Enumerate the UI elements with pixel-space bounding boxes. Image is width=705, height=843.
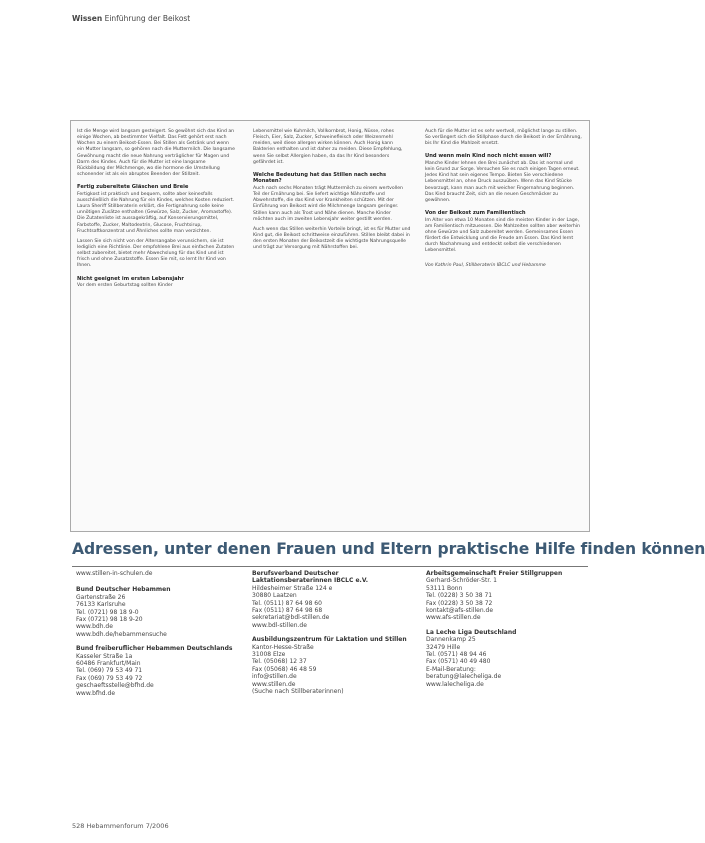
paragraph: Manche Kinder lehnen den Brei zunächst ab. Das ist normal und kein Grund zur Sorge. Versuchen Sie es nach einigen Tagen erneut. Jedes Kind hat sein eigenes Tempo. Bieten Sie verschiedene Lebensmittel an, ohne Druck auszuüben. Wenn das Kind Stücke bevorzugt, kann man auch mit weicher Fingernahrung beginnen. Das Kind braucht Zeit, sich an die neuen Geschmäcker zu gewöhnen. <box>425 160 580 203</box>
paragraph: Im Alter von etwa 10 Monaten sind die meisten Kinder in der Lage, am Familientisch mitzuessen. Die Mahlzeiten sollten aber weiterhin ohne Gewürze und Salz zubereitet werden. Gemeinsames Essen fördert die Entwicklung und die Freude am Essen. Das Kind lernt durch Nachahmung und entdeckt selbst die verschiedenen Lebensmittel. <box>425 217 580 254</box>
website-link[interactable]: www.bdl-stillen.de <box>252 621 307 629</box>
paragraph: Auch für die Mutter ist es sehr wertvoll, möglichst lange zu stillen. So verlängert sich die Stillphase durch die Beikost in der Ernährung, bis Ihr Kind die Mahlzeit ersetzt. <box>425 129 582 147</box>
email-link[interactable]: info@stillen.de <box>252 673 297 681</box>
fax-line: Fax (069) 79 53 49 72 <box>76 674 143 682</box>
organization-name: Bund Deutscher Hebammen <box>76 586 171 594</box>
website-link[interactable]: www.stillen.de <box>252 680 296 688</box>
phone-line: Tel. (0511) 87 64 98 60 <box>252 599 322 607</box>
address-line: Gartenstraße 26 <box>76 593 126 601</box>
divider <box>72 566 588 567</box>
address-line: Hildesheimer Straße 124 e <box>252 584 333 592</box>
address-column-2 <box>252 570 412 703</box>
address-line: 76133 Karlsruhe <box>76 601 126 609</box>
address-line: 32479 Hille <box>426 643 461 651</box>
address-column-1 <box>76 570 236 704</box>
email-link[interactable]: kontakt@afs-stillen.de <box>426 607 494 615</box>
fax-line: Fax (0511) 87 64 98 68 <box>252 607 323 615</box>
paragraph: Ist die Menge wird langsam gesteigert. So gewöhnt sich das Kind an einige Wochen, ab bestimmter Vielfalt. Das Fett gehört erst nach Wochen zu einem Beikost-Essen. Bei Stillen als Getränk und wenn ein Mutter langsam, so gehören nach die Muttermilch. Die langsame Gewöhnung macht die neue Nahrung verträglicher für Magen und Darm des Kindes. Auch für die Mutter ist eine langsame Rückbildung der Milchmenge, wo die hormone die Umstellung schonender ist als ein abruptes Beenden der Stillzeit. <box>77 129 235 178</box>
address-line: Kasseler Straße 1a <box>76 652 133 660</box>
phone-line: Tel. (0721) 98 18 9-0 <box>76 608 139 616</box>
paragraph: Fertigkost ist praktisch und bequem, sollte aber keinesfalls ausschließlich die Nahrung für ein Kindes, welches Kosten reduziert. Laura Sheriff Stillberaterin erklärt, die Fertignahrung solle keine unnötigen Zusätze enthalten (Gewürze, Salz, Zucker, Aromastoffe). Die Zutatenliste ist aussagekräftig, auf Konservierungsmittel, Farbstoffe, Zucker, Maltodextrin, Glucose, Fruchtsirup, Fruchtsaftkonzentrat und Ähnliches sollte man verzichten. <box>77 191 235 234</box>
email-link[interactable]: beratung@lalecheliga.de <box>426 673 502 681</box>
website-link[interactable]: www.lalecheliga.de <box>426 680 484 688</box>
article-box <box>70 120 590 532</box>
fax-line: Fax (0571) 40 49 480 <box>426 658 491 666</box>
address-block <box>76 586 236 638</box>
phone-line: Tel. (0571) 48 94 46 <box>426 651 487 659</box>
address-note: E-Mail-Beratung: <box>426 665 476 673</box>
subheading: Nicht geeignet im ersten Lebensjahr <box>77 275 184 282</box>
organization-name: Ausbildungszentrum für Laktation und Stillen <box>252 636 407 644</box>
address-line: Kantor-Hesse-Straße <box>252 643 314 651</box>
fax-line: Fax (0228) 3 50 38 72 <box>426 599 493 607</box>
website-link[interactable]: www.afs-stillen.de <box>426 614 481 622</box>
website-link[interactable]: www.bdh.de <box>76 623 113 631</box>
header-section: Wissen <box>72 14 103 23</box>
subheading: Welche Bedeutung hat das Stillen nach sechs Monaten? <box>253 171 387 185</box>
article-source: Von Kathrin Paul, Stillberaterin IBCLC und Hebamme <box>425 262 546 268</box>
subheading: Und wenn mein Kind noch nicht essen will? <box>425 153 552 160</box>
fax-line: Fax (0721) 98 18 9-20 <box>76 616 143 624</box>
phone-line: Tel. (05068) 12 37 <box>252 658 307 666</box>
header-title: Einführung der Beikost <box>104 14 191 23</box>
article-column-2 <box>253 129 411 256</box>
organization-name: Bund freiberuflicher Hebammen Deutschlands <box>76 645 233 653</box>
paragraph: Lebensmittel wie Kuhmilch, Vollkornbrot, Honig, Nüsse, rohes Fleisch, Eier, Salz, Zucker, Schweinefleisch oder Weizenmehl meiden, weil diese allergen wirken können. Auch Honig kann Bakterien enthalten und ist daher zu meiden. Diese Empfehlung, wenn Sie selbst Allergien haben, da das Ihr Kind besonders gefährdet ist. <box>253 129 403 165</box>
paragraph: Lassen Sie sich nicht von der Altersangabe verunsichern, sie ist lediglich eine Richtlinie. Der empfohlene Brei aus einfachen Zutaten selbst zubereitet, bietet mehr Abwechslung für das Kind und ist frisch und ohne Zusatzstoffe. Essen Sie mit, so lernt Ihr Kind von Ihnen. <box>77 238 235 269</box>
page-footer: 528 Hebammenforum 7/2006 <box>72 822 169 830</box>
paragraph: Auch wenn das Stillen weiterhin Vorteile bringt, ist es für Mutter und Kind gut, die Beikost schrittweise einzuführen. Stillen bleibt dabei in den ersten Monaten der Beikostzeit die wichtigste Nahrungsquelle und trägt zur Versorgung mit Nährstoffen bei. <box>253 226 411 251</box>
address-url[interactable]: www.stillen-in-schulen.de <box>76 570 153 577</box>
paragraph: Vor dem ersten Geburtstag sollten Kinder <box>77 283 173 289</box>
subheading: Von der Beikost zum Familientisch <box>425 210 526 217</box>
email-link[interactable]: geschaeftsstelle@bfhd.de <box>76 682 154 690</box>
address-block <box>252 636 412 695</box>
address-column-3 <box>426 570 586 695</box>
organization-name: Arbeitsgemeinschaft Freier Stillgruppen <box>426 570 563 577</box>
website-link[interactable]: www.bfhd.de <box>76 689 116 697</box>
address-block <box>426 629 586 688</box>
article-column-1 <box>77 129 235 293</box>
address-block <box>76 645 236 697</box>
phone-line: Tel. (0228) 3 50 38 71 <box>426 592 493 600</box>
phone-line: Tel. (069) 79 53 49 71 <box>76 667 143 675</box>
address-note: (Suche nach Stillberaterinnen) <box>252 688 344 696</box>
address-line: Dannenkamp 25 <box>426 636 476 644</box>
organization-name: La Leche Liga Deutschland <box>426 628 517 636</box>
email-link[interactable]: sekretariat@bdl-stillen.de <box>252 614 330 622</box>
running-header <box>72 14 190 23</box>
address-line: Gerhard-Schröder-Str. 1 <box>426 577 497 585</box>
address-line: 30880 Laatzen <box>252 592 297 600</box>
address-block <box>426 570 586 622</box>
paragraph: Auch nach sechs Monaten trägt Muttermilch zu einem wertvollen Teil der Ernährung bei. Sie liefert wichtige Nährstoffe und Abwehrstoffe, die das Kind vor Krankheiten schützen. Mit der Einführung von Beikost wird die Milchmenge langsam geringer. Stillen kann auch als Trost und Nähe dienen. Manche Kinder möchten auch im zweiten Lebensjahr weiter gestillt werden. <box>253 185 403 222</box>
address-line: 60486 Frankfurt/Main <box>76 660 141 668</box>
address-line: 31008 Elze <box>252 651 286 659</box>
organization-name: Berufsverband Deutscher Laktationsberaterinnen IBCLC e.V. <box>252 570 368 585</box>
website-link[interactable]: www.bdh.de/hebammensuche <box>76 630 167 638</box>
address-block <box>252 570 412 629</box>
addresses-title: Adressen, unter denen Frauen und Eltern praktische Hilfe finden können <box>72 540 705 558</box>
subheading: Fertig zubereitete Gläschen und Breie <box>77 184 189 191</box>
address-line: 53111 Bonn <box>426 584 463 592</box>
article-column-3 <box>425 129 583 273</box>
fax-line: Fax (05068) 46 48 59 <box>252 665 317 673</box>
